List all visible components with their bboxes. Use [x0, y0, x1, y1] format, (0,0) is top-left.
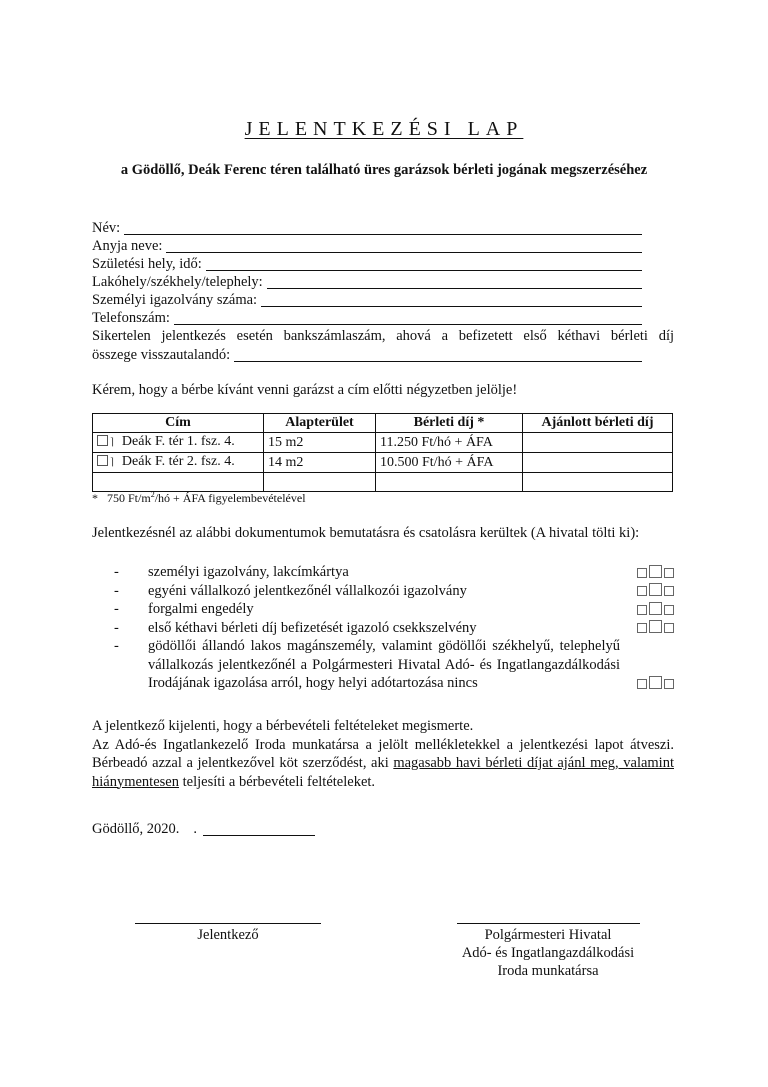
table-header-row	[93, 414, 673, 433]
date-separator: .	[193, 821, 198, 837]
bank-account-label-line1: Sikertelen jelentkezés esetén bankszámlaszám, ahová a befizetett első kéthavi bérleti díj	[92, 328, 674, 344]
address-cell	[93, 473, 264, 492]
area-cell	[264, 473, 376, 492]
address-text: Deák F. tér 2. fsz. 4.	[121, 454, 235, 469]
table-row	[93, 453, 673, 473]
address-text: Deák F. tér 1. fsz. 4.	[121, 434, 235, 449]
list-item	[92, 619, 674, 638]
declaration-block	[92, 717, 674, 791]
birth-place-date-input-line[interactable]	[206, 256, 642, 271]
checkbox-icon[interactable]	[649, 602, 662, 615]
mother-name-label: Anyja neve:	[92, 238, 163, 254]
bank-account-label-line2: összege visszautalandó:	[92, 346, 231, 363]
checkbox-icon[interactable]	[649, 676, 662, 689]
office-line3: Iroda munkatársa	[497, 963, 599, 979]
footnote-star: *	[92, 491, 98, 505]
col-header-rent: Bérleti díj *	[376, 414, 523, 433]
phone-field[interactable]	[92, 309, 642, 327]
checkbox-mark-icon: ⌉	[110, 437, 114, 448]
id-card-number-input-line[interactable]	[261, 292, 642, 307]
mother-name-input-line[interactable]	[166, 238, 642, 253]
checkbox-icon[interactable]	[637, 605, 647, 615]
bank-account-field[interactable]	[92, 327, 674, 364]
bullet-dash: -	[114, 619, 119, 636]
document-item-text: gödöllői állandó lakos magánszemély, valamint gödöllői székhelyű, telephelyű vállalkozás jelentkezőnél a Polgármesteri Hivatal Adó- és Ingatlangazdálkodási Irodájának igazolása arról, hogy helyi adótartozása nincs	[148, 638, 620, 691]
checkbox-icon[interactable]	[637, 586, 647, 596]
checkbox-icon[interactable]	[664, 679, 674, 689]
footnote-superscript: 2	[150, 490, 155, 499]
residence-field[interactable]	[92, 273, 642, 291]
declaration-text-end: teljesíti a bérbevételi feltételeket.	[178, 773, 376, 790]
bank-account-input-line[interactable]	[234, 347, 642, 362]
documents-intro: Jelentkezésnél az alábbi dokumentumok bemutatásra és csatolásra kerültek (A hivatal tölti ki):	[92, 525, 640, 541]
garage-select-checkbox[interactable]	[97, 435, 108, 446]
document-item-text: forgalmi engedély	[148, 601, 254, 617]
col-header-offered-rent: Ajánlott bérleti díj	[523, 414, 673, 433]
rent-cell	[376, 473, 523, 492]
checkbox-icon[interactable]	[664, 568, 674, 578]
garage-table	[92, 413, 673, 492]
document-subtitle: a Gödöllő, Deák Ferenc téren található üres garázsok bérleti jogának megszerzéséhez	[120, 162, 648, 178]
declaration-line2	[92, 736, 674, 792]
rent-footnote	[92, 490, 306, 506]
id-card-number-label: Személyi igazolvány száma:	[92, 292, 258, 308]
residence-label: Lakóhely/székhely/telephely:	[92, 274, 263, 290]
bullet-dash: -	[114, 638, 119, 654]
document-checkboxes	[624, 563, 674, 582]
checkbox-icon[interactable]	[649, 583, 662, 596]
documents-list	[92, 563, 674, 693]
checkbox-icon[interactable]	[637, 623, 647, 633]
phone-input-line[interactable]	[174, 310, 642, 325]
bullet-dash: -	[114, 564, 119, 580]
phone-label: Telefonszám:	[92, 310, 170, 326]
list-item	[92, 600, 674, 619]
place-year: Gödöllő, 2020.	[92, 821, 180, 837]
checkbox-icon[interactable]	[637, 568, 647, 578]
declaration-line1: A jelentkező kijelenti, hogy a bérbevételi feltételeket megismerte.	[92, 718, 474, 734]
document-checkboxes	[624, 619, 674, 638]
list-item	[92, 582, 674, 601]
checkbox-icon[interactable]	[664, 623, 674, 633]
document-item-text: egyéni vállalkozó jelentkezőnél vállalkozói igazolvány	[148, 582, 467, 599]
checkbox-mark-icon: ⌉	[110, 457, 114, 468]
table-row-empty	[93, 473, 673, 492]
document-item-text: első kéthavi bérleti díj befizetését igazoló csekkszelvény	[148, 619, 477, 636]
date-line	[92, 821, 315, 838]
applicant-signature-line[interactable]	[135, 923, 321, 924]
document-checkboxes	[624, 582, 674, 601]
address-cell	[93, 433, 264, 453]
checkbox-icon[interactable]	[664, 586, 674, 596]
office-line1: Polgármesteri Hivatal	[484, 927, 612, 943]
footnote-text-suffix: /hó + ÁFA figyelembevételével	[154, 491, 306, 505]
document-title: JELENTKEZÉSI LAP	[244, 118, 524, 140]
area-cell: 14 m2	[264, 453, 376, 473]
birth-place-date-field[interactable]	[92, 255, 642, 273]
document-checkboxes	[624, 676, 674, 693]
checkbox-icon[interactable]	[649, 620, 662, 633]
table-row	[93, 433, 673, 453]
rent-cell: 10.500 Ft/hó + ÁFA	[376, 453, 523, 473]
bullet-dash: -	[114, 601, 119, 617]
date-input-line[interactable]	[203, 821, 315, 836]
mother-name-field[interactable]	[92, 237, 642, 255]
name-input-line[interactable]	[124, 220, 642, 235]
name-field[interactable]	[92, 219, 642, 237]
id-card-number-field[interactable]	[92, 291, 642, 309]
name-label: Név:	[92, 220, 121, 236]
col-header-address: Cím	[93, 414, 264, 433]
footnote-text: 750 Ft/m	[107, 491, 151, 505]
area-cell: 15 m2	[264, 433, 376, 453]
rent-cell: 11.250 Ft/hó + ÁFA	[376, 433, 523, 453]
residence-input-line[interactable]	[267, 274, 642, 289]
office-signature-label	[428, 926, 668, 980]
checkbox-icon[interactable]	[664, 605, 674, 615]
bullet-dash: -	[114, 582, 119, 599]
address-cell	[93, 453, 264, 473]
declaration-text: Az Adó-és Ingatlankezelő Iroda munkatársa a jelölt mellékletekkel a jelentkezési lapot átveszi. Bérbeadó azzal a jelentkezővel köt szerződést, aki	[92, 736, 674, 771]
checkbox-icon[interactable]	[649, 565, 662, 578]
col-header-area: Alapterület	[264, 414, 376, 433]
garage-selection-instruction: Kérem, hogy a bérbe kívánt venni garázst a cím előtti négyzetben jelölje!	[92, 382, 518, 398]
list-item	[92, 563, 674, 582]
declaration-underlined-text: magasabb havi bérleti díjat ajánl meg, valamint hiánymentesen	[92, 755, 674, 790]
offered-rent-input[interactable]	[523, 453, 673, 473]
checkbox-icon[interactable]	[637, 679, 647, 689]
garage-select-checkbox[interactable]	[97, 455, 108, 466]
offered-rent-input[interactable]	[523, 473, 673, 492]
office-line2: Adó- és Ingatlangazdálkodási	[461, 945, 635, 961]
birth-place-date-label: Születési hely, idő:	[92, 256, 202, 272]
offered-rent-input[interactable]	[523, 433, 673, 453]
document-checkboxes	[624, 600, 674, 619]
document-item-text: személyi igazolvány, lakcímkártya	[148, 564, 349, 580]
list-item	[92, 637, 674, 693]
applicant-signature-label: Jelentkező	[197, 927, 259, 943]
office-signature-line[interactable]	[457, 923, 640, 924]
